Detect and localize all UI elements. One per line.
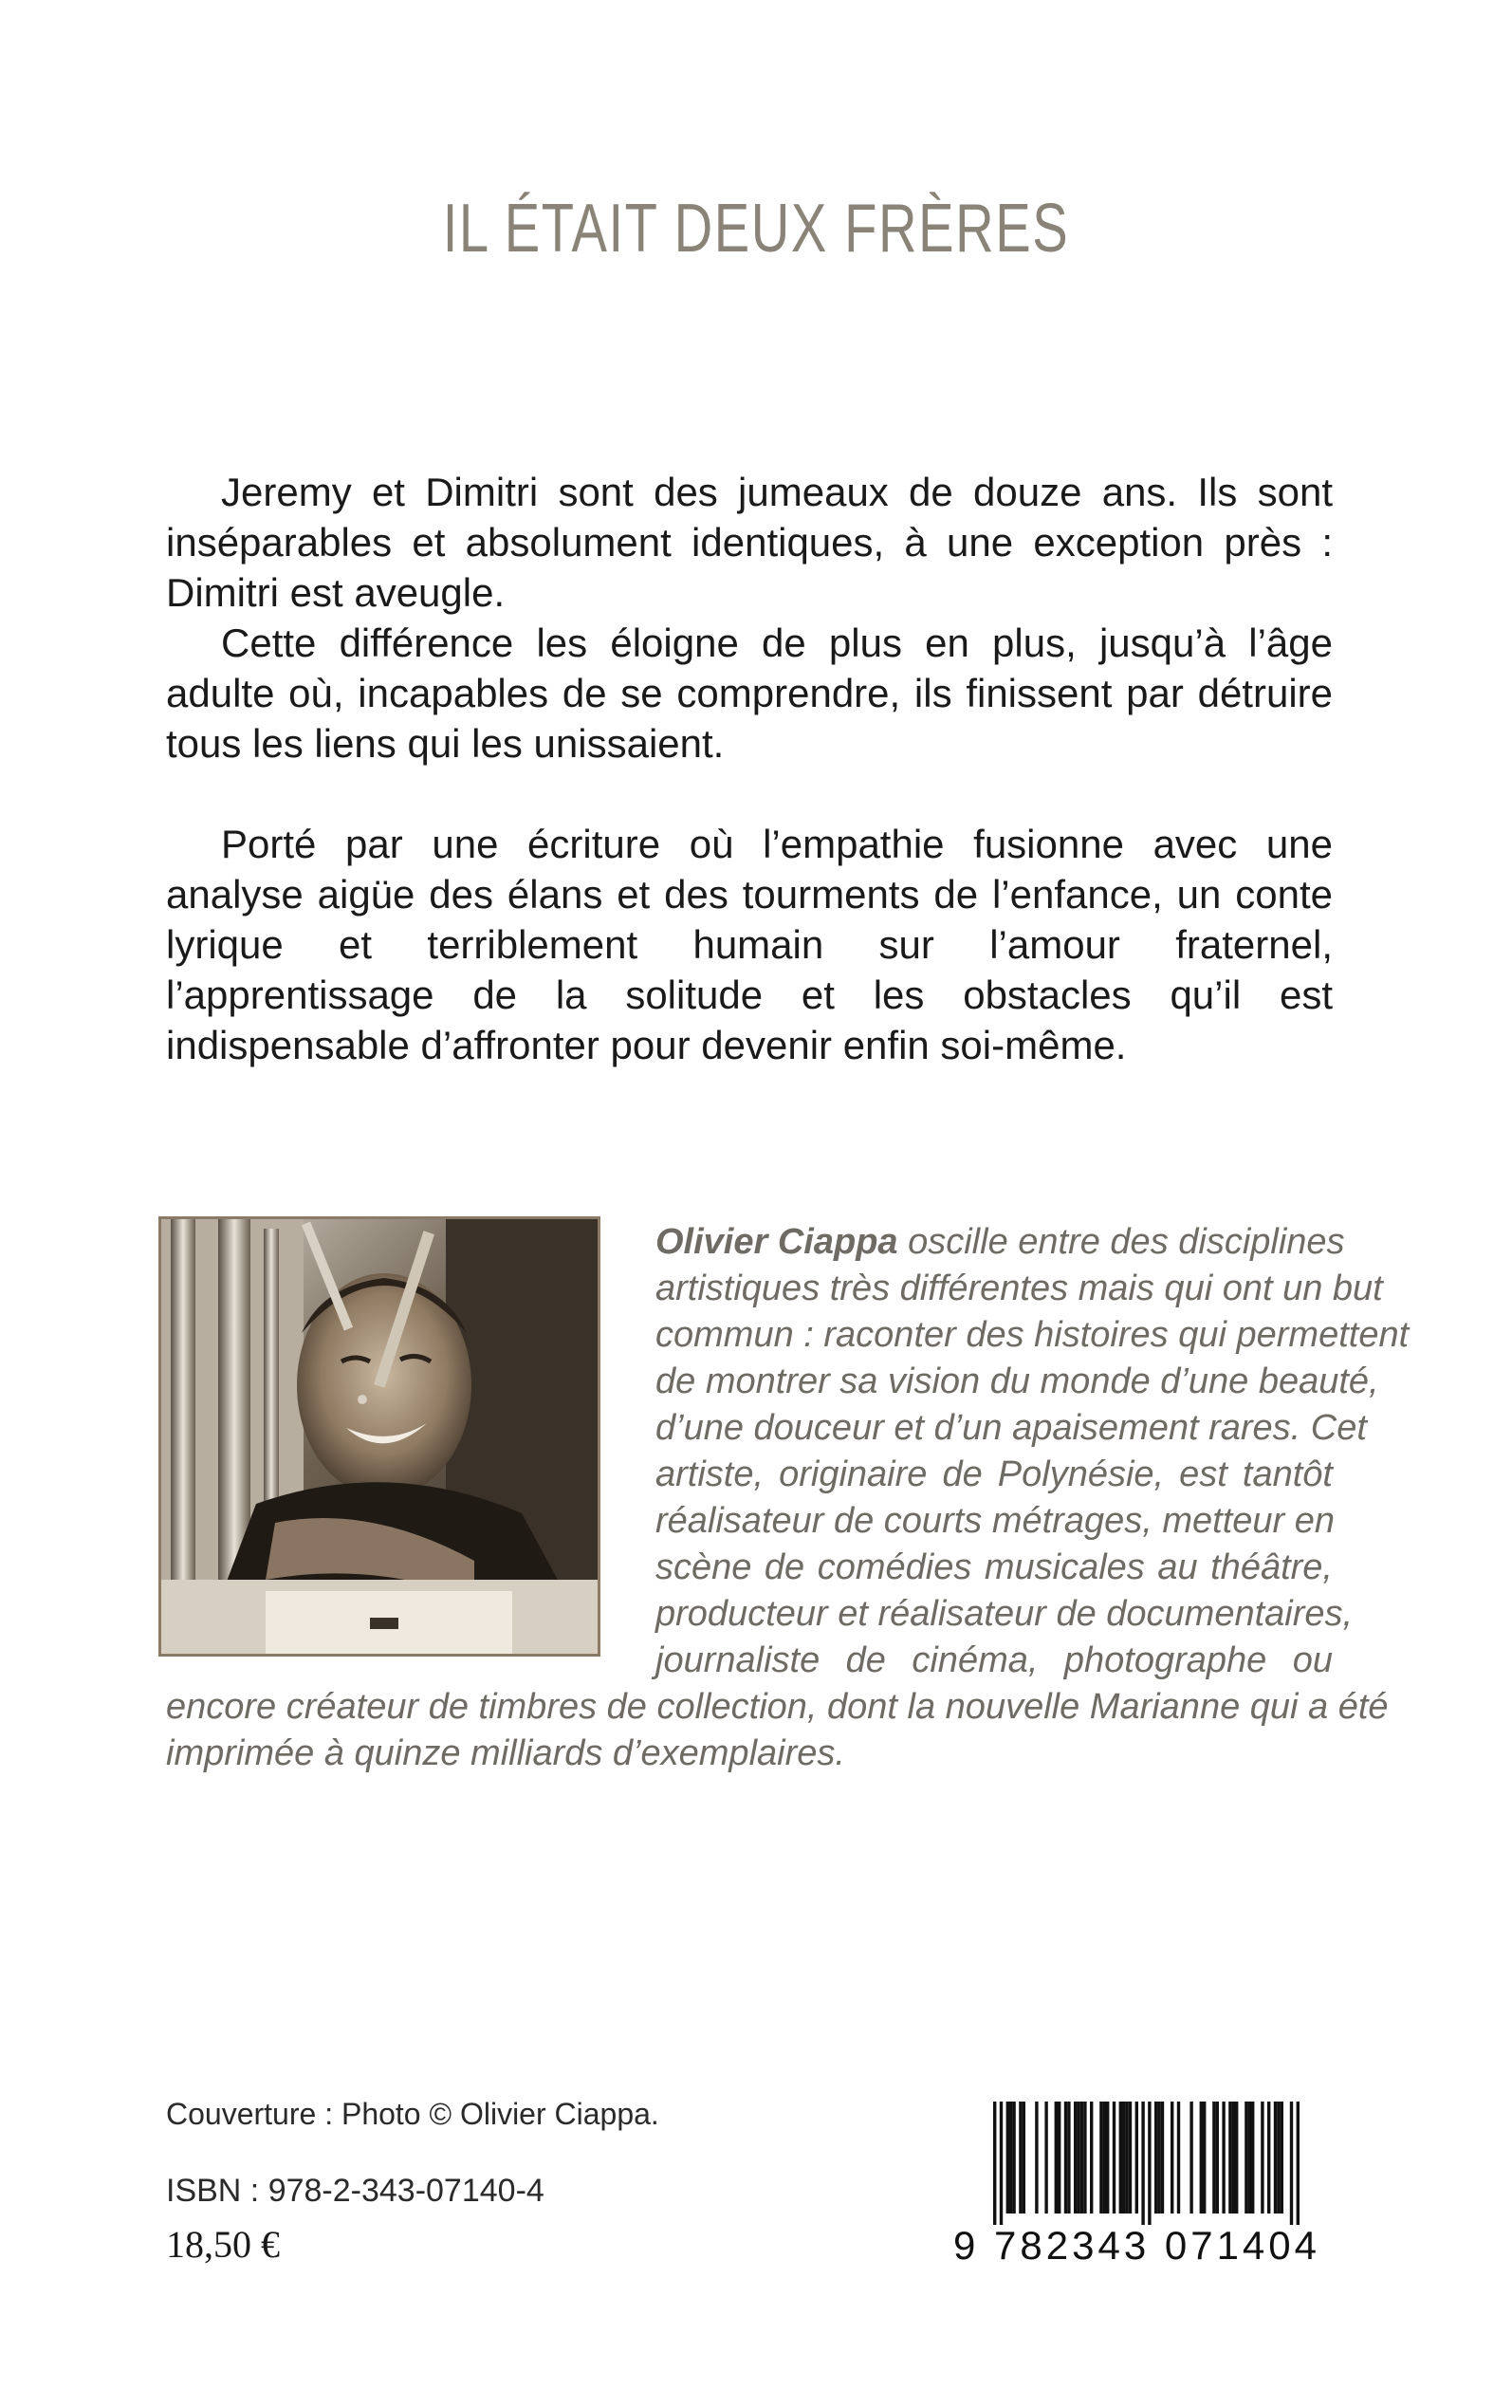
barcode-bar: [1023, 2102, 1025, 2214]
barcode-bar: [1055, 2102, 1058, 2214]
barcode-bar: [1103, 2102, 1106, 2214]
cover-credit: Couverture : Photo © Olivier Ciappa.: [166, 2097, 659, 2131]
barcode-bar: [1297, 2102, 1300, 2225]
barcode-bar: [1000, 2102, 1003, 2225]
barcode-bar: [1245, 2102, 1247, 2214]
barcode-bar: [1235, 2102, 1238, 2214]
barcode-bar: [1200, 2102, 1203, 2214]
barcode-bar: [1012, 2102, 1015, 2214]
barcode-bar: [1106, 2102, 1109, 2214]
barcode-bar: [1044, 2102, 1047, 2214]
book-summary: [166, 467, 1333, 1070]
barcode-bar: [1135, 2102, 1138, 2214]
barcode-bar: [1177, 2102, 1180, 2214]
barcode-bar: [993, 2102, 996, 2225]
barcode-bar: [1290, 2102, 1293, 2225]
bio-line: de montrer sa vision du monde d’une beauté,: [655, 1361, 1379, 1401]
summary-paragraph-2: Cette différence les éloigne de plus en plus, jusqu’à l’âge adulte où, incapables de se comprendre, ils finissent par détruire tous les liens qui les unissaient.: [166, 621, 1333, 766]
barcode-bar: [1267, 2102, 1270, 2214]
isbn-number: ISBN : 978-2-343-07140-4: [166, 2173, 544, 2209]
barcode-bar: [1067, 2102, 1070, 2214]
barcode-bar: [1161, 2102, 1164, 2214]
barcode-bar: [1157, 2102, 1160, 2214]
barcode-bar: [1261, 2102, 1263, 2214]
barcode-bar: [1189, 2102, 1192, 2214]
barcode-bar: [1125, 2102, 1128, 2214]
bio-author-name: Olivier Ciappa: [655, 1222, 898, 1262]
bio-line: imprimée à quinze milliards d’exemplaires.: [166, 1733, 845, 1773]
barcode-bar: [1019, 2102, 1022, 2214]
barcode-bar: [1148, 2102, 1151, 2225]
barcode-bar: [1212, 2102, 1215, 2214]
barcode-bar: [1090, 2102, 1093, 2214]
barcode-bar: [1274, 2102, 1277, 2214]
bio-line: scène de comédies musicales au théâtre,: [655, 1547, 1333, 1587]
barcode-bar: [1006, 2102, 1009, 2214]
barcode-bar: [1232, 2102, 1235, 2214]
bio-line: d’une douceur et d’un apaisement rares. Cet: [655, 1408, 1367, 1448]
bio-line: réalisateur de courts métrages, metteur en: [655, 1501, 1336, 1541]
bio-line: journaliste de cinéma, photographe ou: [655, 1640, 1333, 1680]
barcode-bar: [1154, 2102, 1157, 2214]
bio-line: artistiques très différentes mais qui ont un but: [655, 1269, 1383, 1308]
bio-line: artiste, originaire de Polynésie, est tantôt: [655, 1454, 1333, 1494]
barcode-bar: [1171, 2102, 1173, 2214]
book-title: IL ÉTAIT DEUX FRÈRES: [442, 191, 1070, 267]
barcode-bar: [1141, 2102, 1144, 2225]
price: 18,50 €: [166, 2223, 280, 2266]
barcode-bar: [1248, 2102, 1251, 2214]
barcode-bar: [1281, 2102, 1283, 2214]
barcode: [953, 2102, 1333, 2282]
bio-line: Olivier Ciappa oscille entre des disciplines: [655, 1222, 1345, 1262]
bio-line: encore créateur de timbres de collection, dont la nouvelle Marianne qui a été: [166, 1687, 1389, 1727]
barcode-bars: [953, 2102, 1333, 2225]
barcode-bar: [1113, 2102, 1116, 2214]
barcode-bar: [1122, 2102, 1125, 2214]
barcode-bar: [1058, 2102, 1060, 2214]
barcode-bar: [1083, 2102, 1086, 2214]
barcode-bar: [1074, 2102, 1077, 2214]
author-bio: [166, 1219, 1410, 1777]
barcode-bar: [1203, 2102, 1206, 2214]
barcode-bar: [1077, 2102, 1079, 2214]
bio-line: commun : raconter des histoires qui permettent: [655, 1315, 1410, 1355]
summary-paragraph-1: Jeremy et Dimitri sont des jumeaux de douze ans. Ils sont inséparables et absolument identiques, à une exception près : Dimitri est aveugle.: [166, 470, 1333, 615]
barcode-bar: [1009, 2102, 1012, 2214]
barcode-bar: [1251, 2102, 1254, 2214]
barcode-bar: [1080, 2102, 1083, 2214]
barcode-bar: [1035, 2102, 1038, 2214]
barcode-bar: [1064, 2102, 1067, 2214]
barcode-digits: 9 782343 071404: [953, 2223, 1320, 2268]
summary-paragraph-3: Porté par une écriture où l’empathie fusionne avec une analyse aigüe des élans et des tourments de l’enfance, un conte lyrique et terriblement humain sur l’amour fraternel, l’apprentissage de la solitude et les obstacles qu’il est indispensable d’affronter pour devenir enfin soi-même.: [166, 822, 1333, 1067]
barcode-bar: [1222, 2102, 1225, 2214]
barcode-bar: [1099, 2102, 1102, 2214]
barcode-bar: [1277, 2102, 1280, 2214]
bio-line: producteur et réalisateur de documentaires,: [655, 1594, 1354, 1634]
barcode-bar: [1216, 2102, 1219, 2214]
barcode-bar: [1119, 2102, 1122, 2214]
barcode-bar: [1228, 2102, 1231, 2214]
barcode-bar: [1129, 2102, 1132, 2214]
